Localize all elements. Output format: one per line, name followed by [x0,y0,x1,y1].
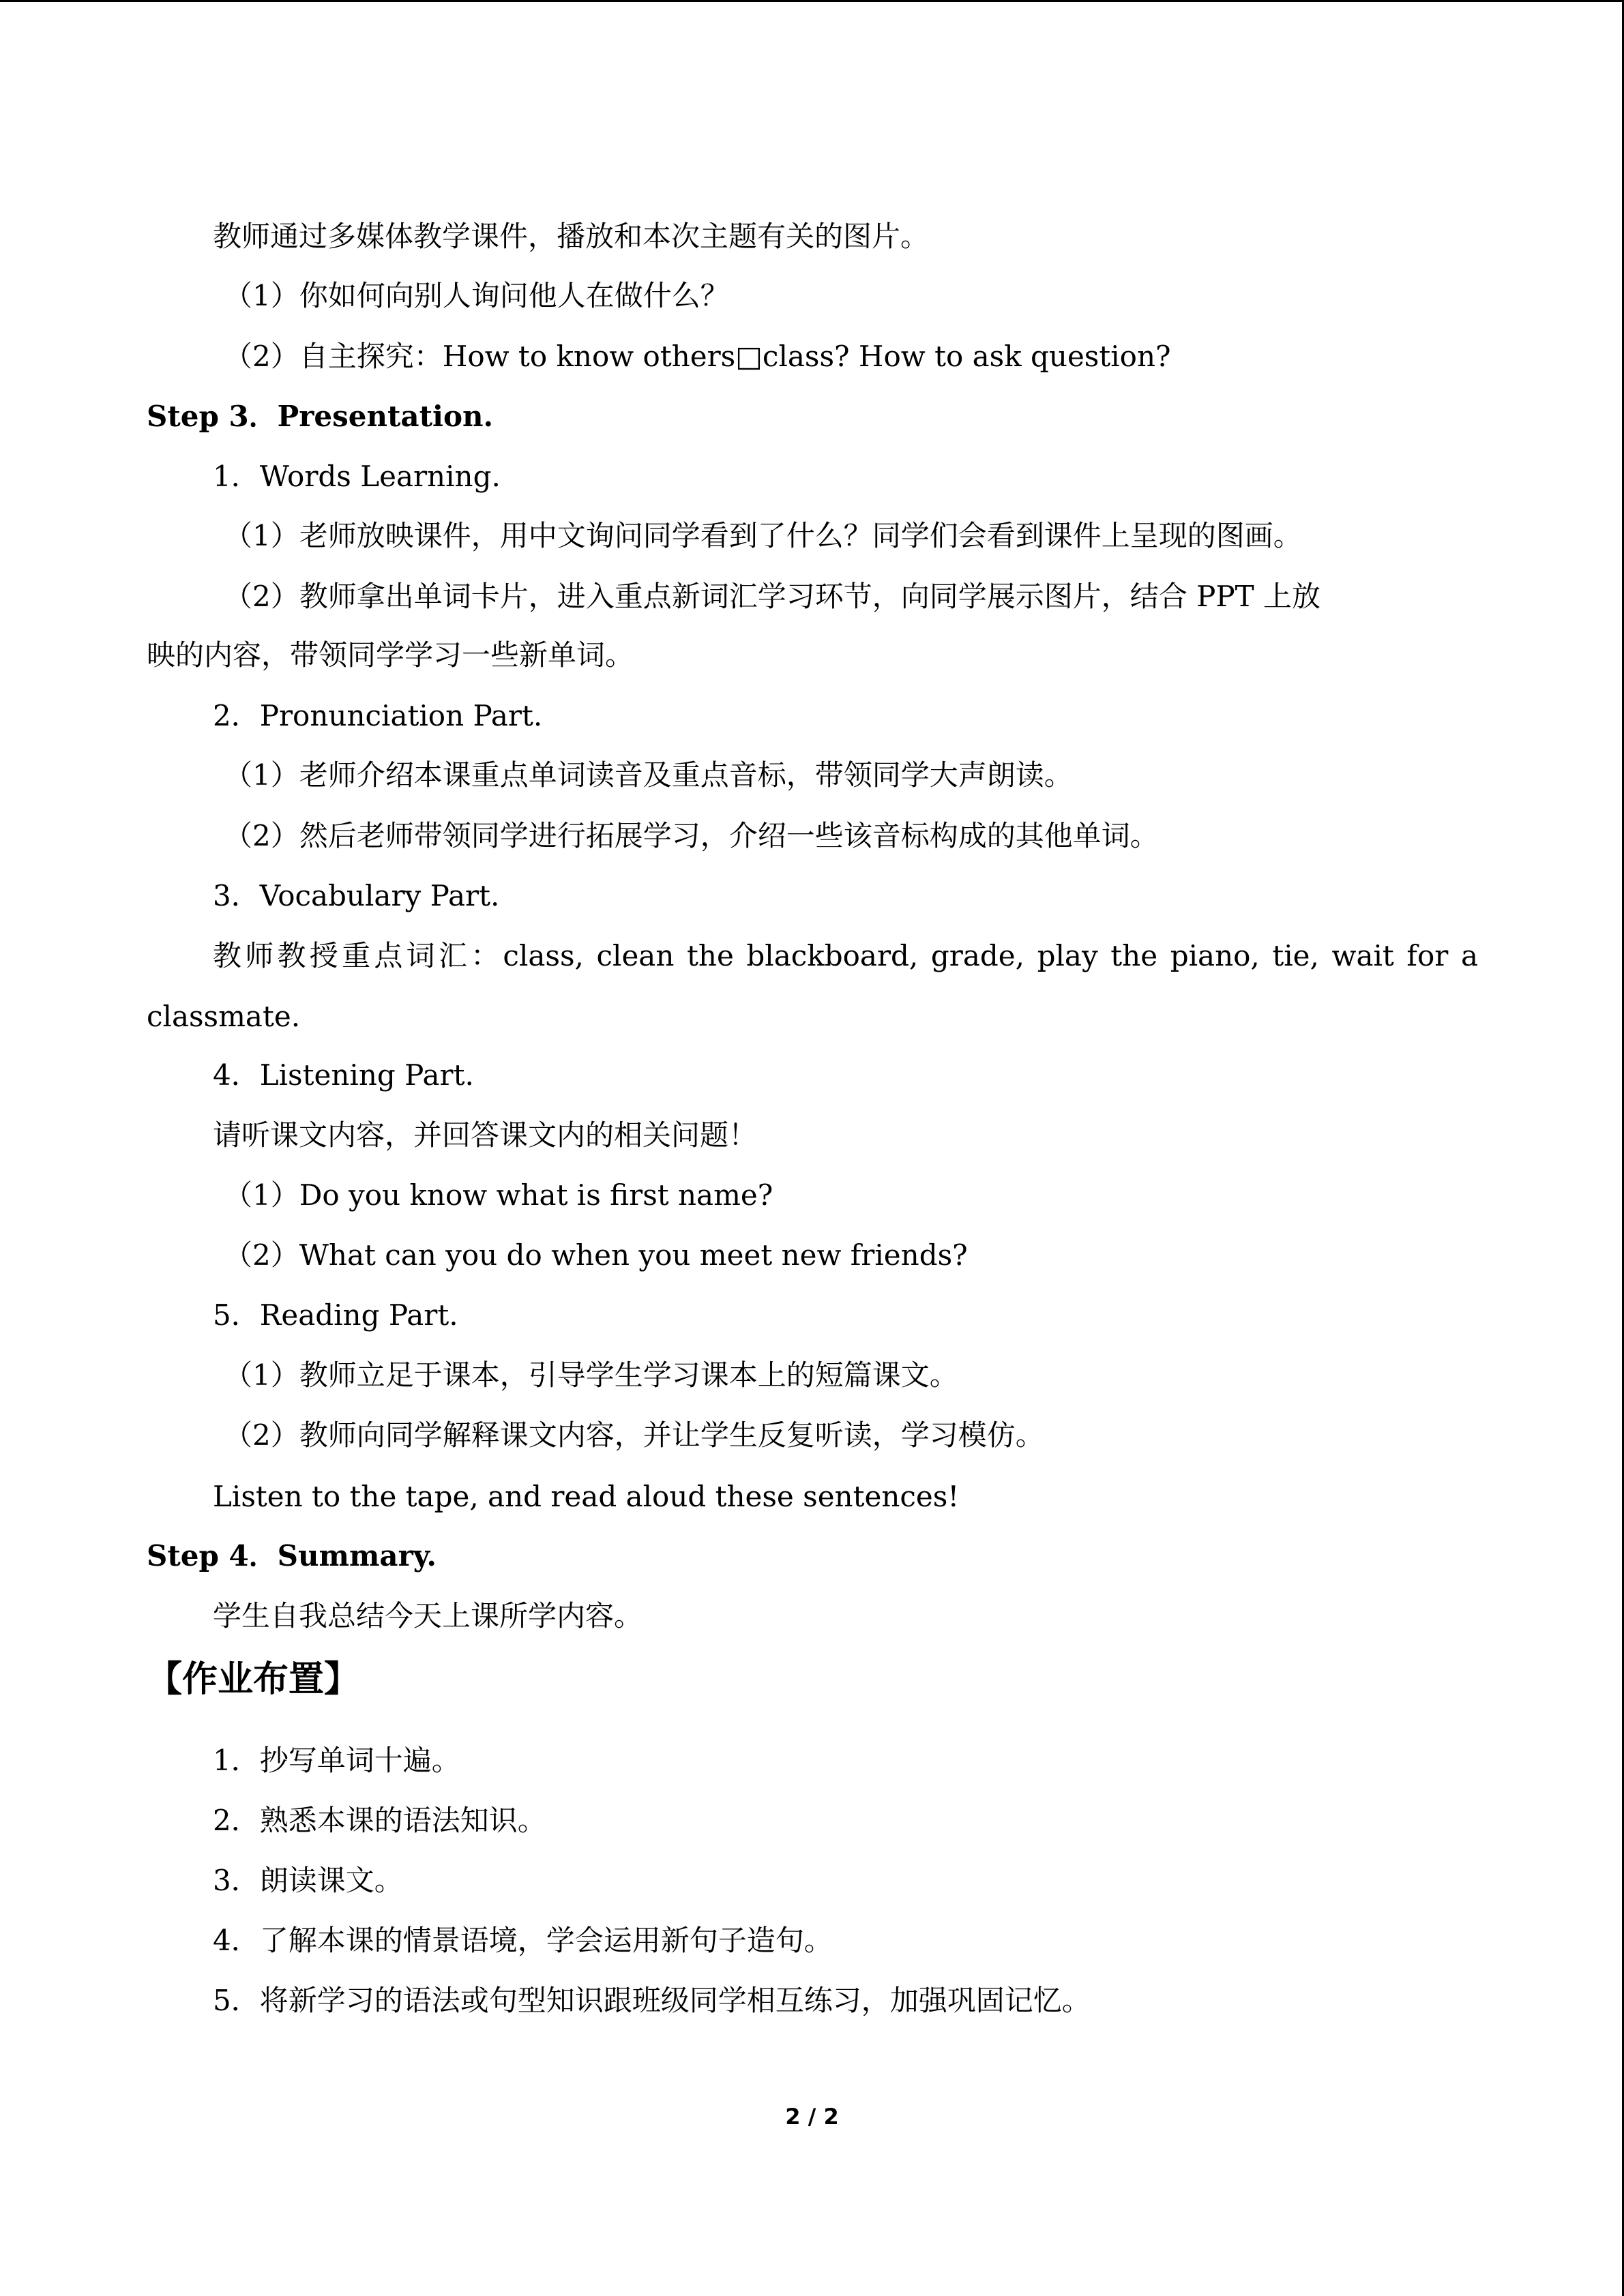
words-learning-item-2-line-2: 映的内容，带领同学学习一些新单词。 [147,638,634,672]
step-4-heading: Step 4．Summary. [147,1539,437,1572]
homework-item-3: 3．朗读课文。 [213,1864,403,1897]
words-learning-item-2-line-1: （2）教师拿出单词卡片，进入重点新词汇学习环节，向同学展示图片，结合 PPT 上放 [224,580,1320,613]
reading-title: 5．Reading Part. [213,1298,458,1332]
listening-question-1: （1）Do you know what is first name? [224,1178,773,1212]
vocabulary-line-2: classmate. [147,1000,301,1033]
pronunciation-title: 2．Pronunciation Part. [213,699,543,732]
words-learning-item-1: （1）老师放映课件，用中文询问同学看到了什么？同学们会看到课件上呈现的图画。 [224,519,1302,552]
listening-title: 4．Listening Part. [213,1058,474,1092]
reading-item-2: （2）教师向同学解释课文内容，并让学生反复听读，学习模仿。 [224,1418,1044,1452]
page-number: 2 / 2 [785,2104,839,2130]
homework-item-5: 5．将新学习的语法或句型知识跟班级同学相互练习，加强巩固记忆。 [213,1984,1091,2017]
listening-question-2: （2）What can you do when you meet new friends? [224,1238,968,1272]
listening-intro: 请听课文内容，并回答课文内的相关问题！ [213,1118,758,1152]
words-learning-title: 1．Words Learning. [213,460,501,493]
intro-question-1: （1）你如何向别人询问他人在做什么？ [224,279,729,312]
page-top-border [0,0,1624,2]
vocabulary-line-1: 教师教授重点词汇：class, clean the blackboard, grade, play the piano, tie, wait for a [213,939,1478,972]
step-3-heading: Step 3．Presentation. [147,400,494,433]
homework-heading: 【作业布置】 [147,1659,360,1700]
vocabulary-title: 3．Vocabulary Part. [213,879,500,912]
pronunciation-item-1: （1）老师介绍本课重点单词读音及重点音标，带领同学大声朗读。 [224,758,1073,792]
homework-item-2: 2．熟悉本课的语法知识。 [213,1804,546,1837]
homework-item-4: 4．了解本课的情景语境，学会运用新句子造句。 [213,1924,833,1957]
pronunciation-item-2: （2）然后老师带领同学进行拓展学习，介绍一些该音标构成的其他单词。 [224,819,1159,852]
summary-paragraph: 学生自我总结今天上课所学内容。 [213,1599,643,1632]
intro-question-2: （2）自主探究：How to know others□class? How to ask question? [224,340,1171,373]
intro-paragraph: 教师通过多媒体教学课件，播放和本次主题有关的图片。 [213,220,930,253]
reading-item-1: （1）教师立足于课本，引导学生学习课本上的短篇课文。 [224,1358,958,1392]
reading-instruction: Listen to the tape, and read aloud these sentences! [213,1480,960,1513]
homework-item-1: 1．抄写单词十遍。 [213,1744,460,1777]
